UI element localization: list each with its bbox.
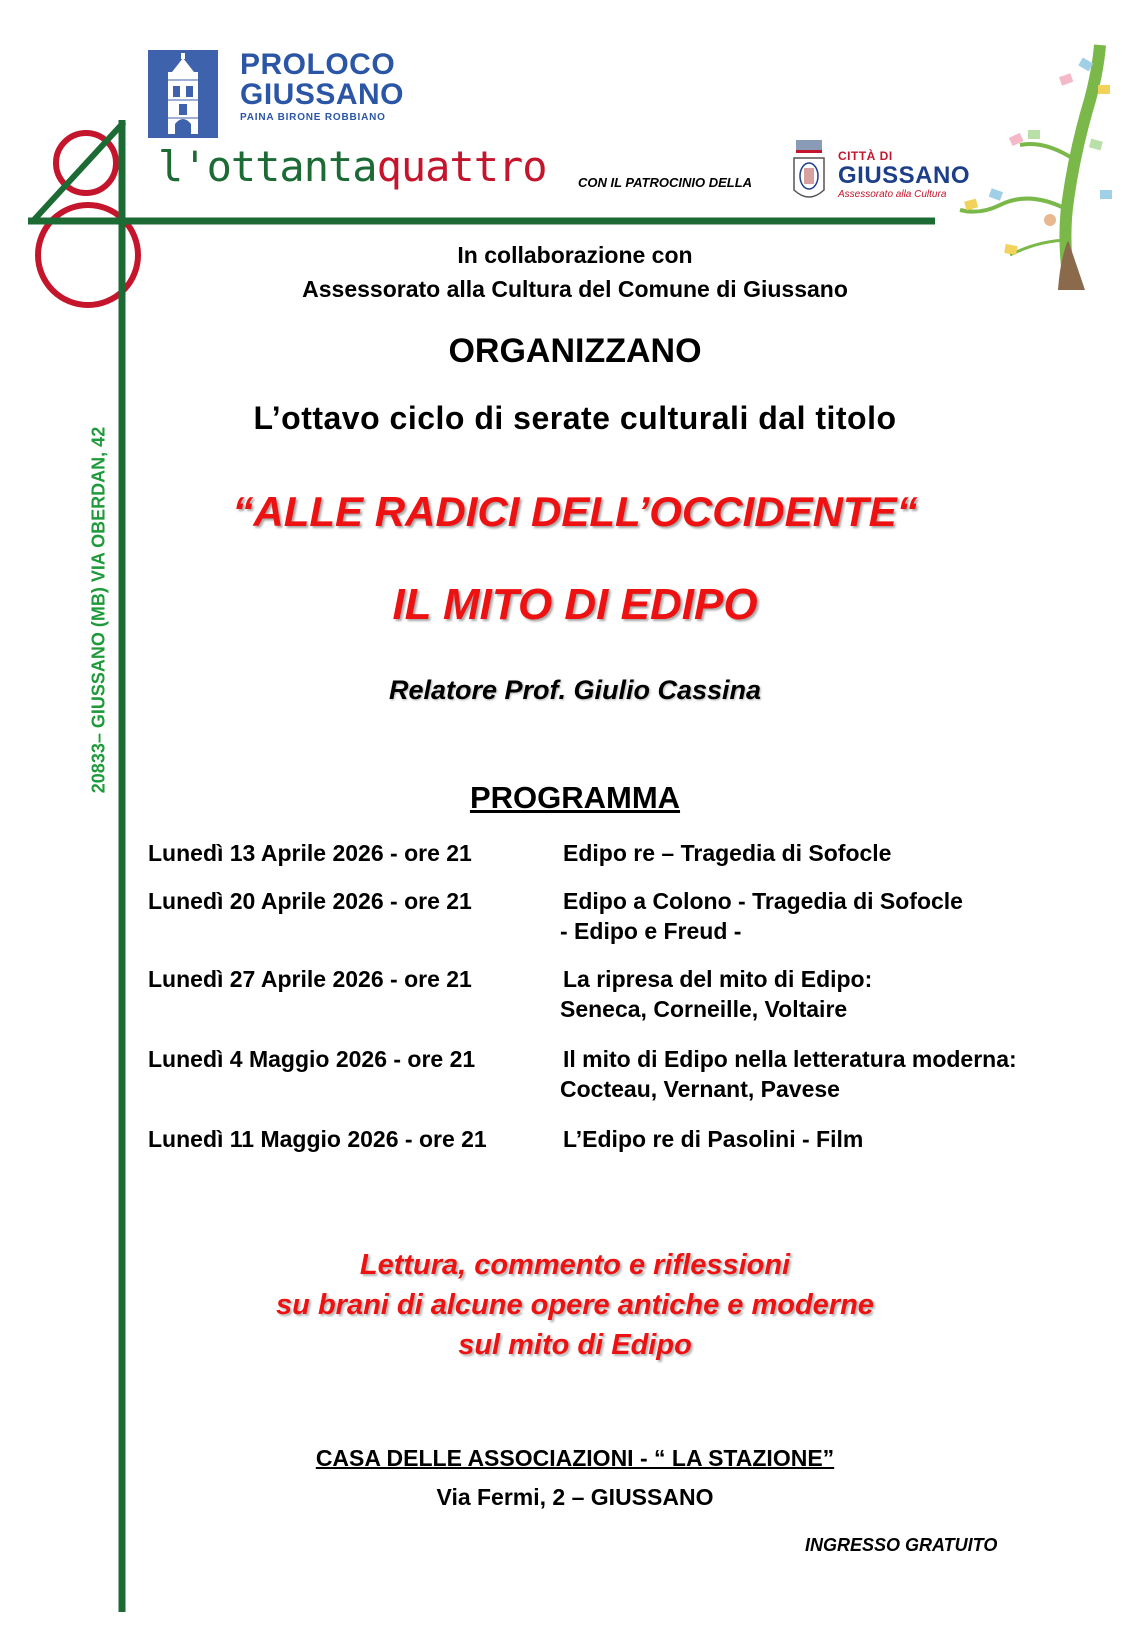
venue-address: Via Fermi, 2 – GIUSSANO <box>436 1484 714 1510</box>
program-date: Lunedì 4 Maggio 2026 - ore 21 <box>148 1046 476 1072</box>
reading-description <box>140 1245 1010 1365</box>
proloco-line1: PROLOCO <box>240 48 396 81</box>
venue-name-text: CASA DELLE ASSOCIAZIONI - “ LA STAZIONE” <box>315 1445 835 1471</box>
tower-icon <box>148 50 218 138</box>
address-text: 20833– GIUSSANO (MB) VIA OBERDAN, 42 <box>88 426 109 794</box>
program-desc-line: Edipo a Colono - Tragedia di Sofocle <box>563 888 963 914</box>
citta-line2: GIUSSANO <box>838 162 971 189</box>
proloco-line3: PAINA BIRONE ROBBIANO <box>240 112 386 123</box>
vertical-address <box>82 390 116 830</box>
program-date: Lunedì 11 Maggio 2026 - ore 21 <box>148 1126 487 1152</box>
collab-line2: Assessorato alla Cultura del Comune di Giussano <box>302 276 848 302</box>
collaboration-text <box>140 238 1010 306</box>
emblem-circle-bottom <box>38 205 138 305</box>
program-desc-line: Edipo re – Tragedia di Sofocle <box>563 840 892 866</box>
reading-line3: sul mito di Edipo <box>458 1329 692 1361</box>
ottantaquattro-wordmark <box>158 142 547 191</box>
program-description <box>560 1044 1017 1104</box>
patrocinio-label: CON IL PATROCINIO DELLA <box>578 175 753 190</box>
program-desc-line: Il mito di Edipo nella letteratura moderna: <box>563 1046 1017 1072</box>
program-description <box>560 964 873 1024</box>
program-desc-line: - Edipo e Freud - <box>560 918 742 944</box>
wordmark-green: l'ottanta <box>158 142 377 191</box>
venue-name <box>140 1445 1010 1472</box>
program-desc-line: L’Edipo re di Pasolini - Film <box>563 1126 864 1152</box>
proloco-line2: GIUSSANO <box>240 78 405 111</box>
emblem-diagonal-line <box>32 122 124 222</box>
free-entry-note: INGRESSO GRATUITO <box>805 1535 998 1555</box>
program-desc-line: Seneca, Corneille, Voltaire <box>560 996 848 1022</box>
program-date: Lunedì 27 Aprile 2026 - ore 21 <box>148 966 472 992</box>
citta-line3: Assessorato alla Cultura <box>838 189 947 200</box>
event-subtitle: IL MITO DI EDIPO <box>392 580 758 629</box>
main-title: “ALLE RADICI DELL’OCCIDENTE“ <box>232 488 918 535</box>
wordmark-red: quattro <box>376 142 547 191</box>
program-desc-line: Cocteau, Vernant, Pavese <box>560 1076 840 1102</box>
program-description <box>560 886 963 946</box>
citta-line1: CITTÀ DI <box>838 149 893 163</box>
ciclo-subtitle: L’ottavo ciclo di serate culturali dal titolo <box>253 400 897 436</box>
program-description <box>563 838 891 868</box>
program-date: Lunedì 13 Aprile 2026 - ore 21 <box>148 840 472 866</box>
program-description <box>563 1124 863 1154</box>
proloco-wordmark <box>240 50 404 123</box>
reading-line1: Lettura, commento e riflessioni <box>359 1249 791 1281</box>
proloco-tower-logo <box>148 50 218 138</box>
programma-heading: PROGRAMMA <box>469 780 681 815</box>
program-date: Lunedì 20 Aprile 2026 - ore 21 <box>148 888 472 914</box>
emblem-circle-top <box>56 133 116 193</box>
program-desc-line: La ripresa del mito di Edipo: <box>563 966 873 992</box>
reading-line2: su brani di alcune opere antiche e moderne <box>276 1289 874 1321</box>
collab-line1: In collaborazione con <box>457 242 693 268</box>
giussano-crest-icon <box>790 138 828 204</box>
speaker-line: Relatore Prof. Giulio Cassina <box>388 675 762 705</box>
organizzano-heading: ORGANIZZANO <box>448 332 702 370</box>
